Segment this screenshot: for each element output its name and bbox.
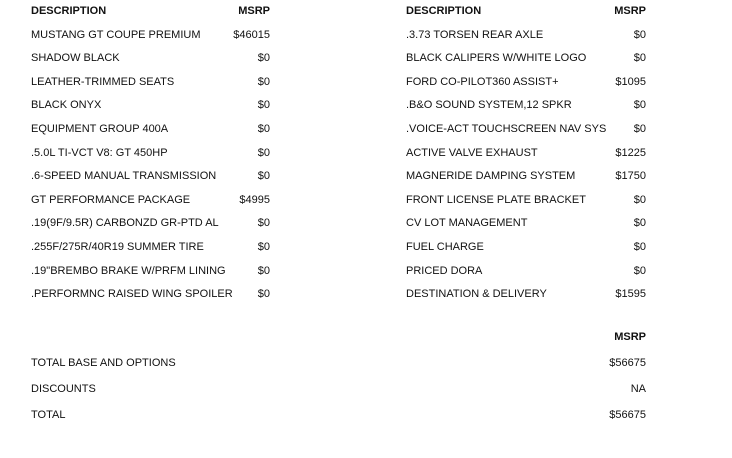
table-row (406, 24, 646, 48)
table-row (406, 71, 646, 95)
option-msrp: $1750 (615, 170, 646, 183)
option-msrp: $0 (257, 240, 270, 253)
option-msrp: $0 (633, 99, 646, 112)
table-row (406, 142, 646, 166)
option-msrp: $0 (633, 28, 646, 41)
option-msrp: $0 (257, 264, 270, 277)
table-row (406, 212, 646, 236)
table-row (406, 94, 646, 118)
summary-row (31, 402, 646, 428)
summary-row (31, 350, 646, 376)
summary-header (31, 324, 646, 350)
description-column-header: DESCRIPTION (406, 5, 482, 17)
table-row (31, 71, 270, 95)
option-msrp: $1595 (615, 288, 646, 301)
option-msrp: $0 (257, 288, 270, 301)
option-description: .3.73 TORSEN REAR AXLE (406, 28, 544, 41)
options-table-left (31, 0, 270, 307)
table-row (31, 118, 270, 142)
option-description: MUSTANG GT COUPE PREMIUM (31, 28, 201, 41)
option-msrp: $0 (257, 146, 270, 159)
option-msrp: $1225 (615, 146, 646, 159)
table-row (406, 189, 646, 213)
option-description: .PERFORMNC RAISED WING SPOILER (31, 288, 233, 301)
option-description: .5.0L TI-VCT V8: GT 450HP (31, 146, 168, 159)
table-row (31, 24, 270, 48)
discounts-value: NA (630, 383, 646, 395)
options-table-right (406, 0, 646, 307)
option-msrp: $1095 (615, 75, 646, 88)
option-description: .B&O SOUND SYSTEM,12 SPKR (406, 99, 572, 112)
table-row (406, 260, 646, 284)
table-row (31, 189, 270, 213)
total-label: TOTAL (31, 409, 66, 421)
option-description: .19"BREMBO BRAKE W/PRFM LINING (31, 264, 226, 277)
option-description: FUEL CHARGE (406, 240, 484, 253)
option-msrp: $0 (257, 217, 270, 230)
option-msrp: $0 (633, 264, 646, 277)
summary-row (31, 376, 646, 402)
option-description: ACTIVE VALVE EXHAUST (406, 146, 538, 159)
option-description: DESTINATION & DELIVERY (406, 288, 547, 301)
total-base-options-label: TOTAL BASE AND OPTIONS (31, 357, 176, 369)
option-msrp: $0 (257, 122, 270, 135)
discounts-label: DISCOUNTS (31, 383, 96, 395)
option-description: GT PERFORMANCE PACKAGE (31, 193, 191, 206)
option-msrp: $0 (633, 193, 646, 206)
option-msrp: $0 (633, 217, 646, 230)
option-msrp: $0 (633, 52, 646, 65)
option-description: SHADOW BLACK (31, 52, 120, 65)
option-msrp: $4995 (239, 193, 270, 206)
option-msrp: $0 (633, 122, 646, 135)
totals-summary (31, 324, 646, 428)
msrp-column-header: MSRP (238, 5, 270, 17)
table-row (406, 47, 646, 71)
option-msrp: $0 (633, 240, 646, 253)
table-header (406, 0, 646, 24)
table-row (31, 47, 270, 71)
option-description: EQUIPMENT GROUP 400A (31, 122, 169, 135)
option-description: .VOICE-ACT TOUCHSCREEN NAV SYS (406, 122, 607, 135)
total-value: $56675 (609, 409, 646, 421)
option-msrp: $0 (257, 99, 270, 112)
table-row (406, 236, 646, 260)
msrp-column-header: MSRP (614, 5, 646, 17)
table-row (31, 260, 270, 284)
option-description: LEATHER-TRIMMED SEATS (31, 75, 175, 88)
option-description: FRONT LICENSE PLATE BRACKET (406, 193, 586, 206)
option-description: CV LOT MANAGEMENT (406, 217, 528, 230)
option-description: .255F/275R/40R19 SUMMER TIRE (31, 240, 204, 253)
option-description: PRICED DORA (406, 264, 483, 277)
option-msrp: $0 (257, 170, 270, 183)
table-row (406, 283, 646, 307)
table-row (31, 283, 270, 307)
table-row (31, 94, 270, 118)
option-msrp: $0 (257, 52, 270, 65)
description-column-header: DESCRIPTION (31, 5, 107, 17)
option-description: BLACK CALIPERS W/WHITE LOGO (406, 52, 587, 65)
option-msrp: $0 (257, 75, 270, 88)
option-description: BLACK ONYX (31, 99, 102, 112)
option-description: FORD CO-PILOT360 ASSIST+ (406, 75, 559, 88)
table-header (31, 0, 270, 24)
option-description: .19(9F/9.5R) CARBONZD GR-PTD AL (31, 217, 219, 230)
option-msrp: $46015 (233, 28, 270, 41)
table-row (406, 118, 646, 142)
table-row (406, 165, 646, 189)
option-description: .6-SPEED MANUAL TRANSMISSION (31, 170, 217, 183)
table-row (31, 212, 270, 236)
option-description: MAGNERIDE DAMPING SYSTEM (406, 170, 576, 183)
summary-msrp-header: MSRP (614, 331, 646, 343)
table-row (31, 142, 270, 166)
total-base-options-value: $56675 (609, 357, 646, 369)
table-row (31, 165, 270, 189)
table-row (31, 236, 270, 260)
